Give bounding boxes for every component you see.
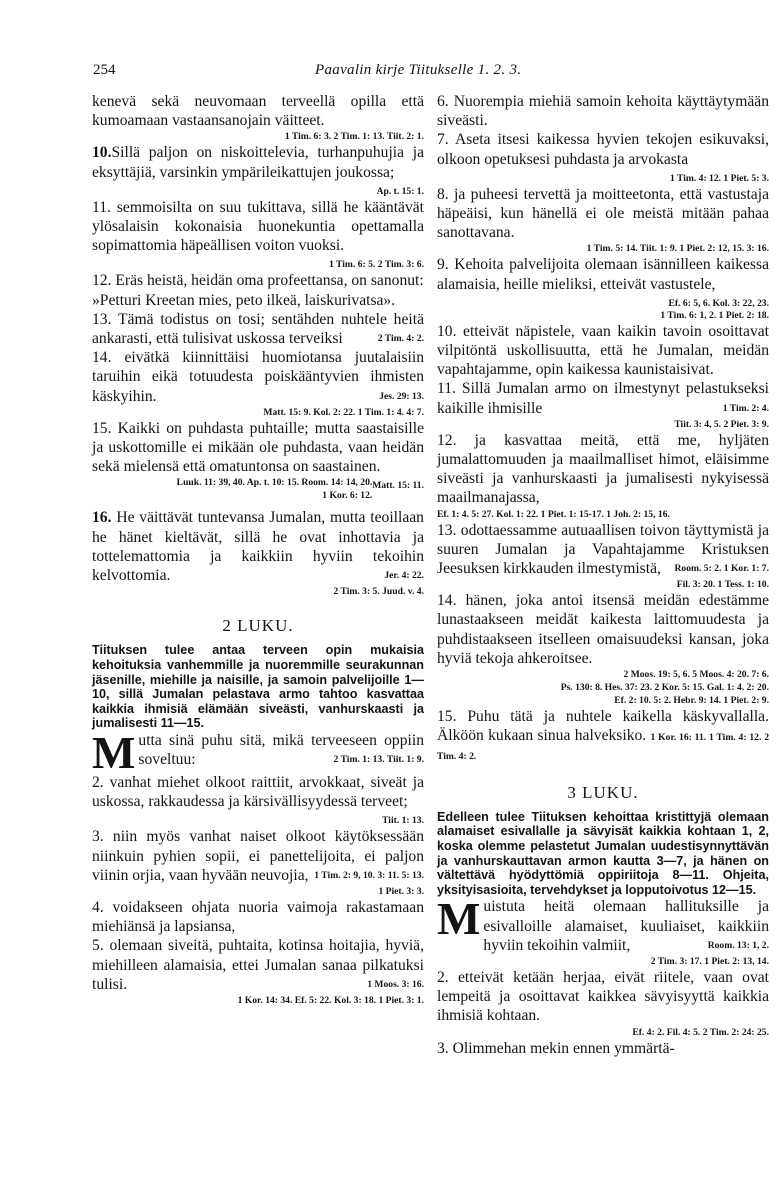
verse-3-3: 3. Olimmehan mekin ennen ymmärtä- [437, 1039, 675, 1057]
running-title: Paavalin kirje Tiitukselle 1. 2. 3. [315, 62, 522, 78]
cross-reference: 2 Tim. 3: 5. Juud. v. 4. [333, 586, 424, 598]
cross-reference: 1 Tim. 6: 3. 2 Tim. 1: 13. Tiit. 2: 1. [284, 131, 424, 143]
cross-reference: Ps. 130: 8. Hes. 37: 23. 2 Kor. 5: 15. Gal. 1: 4. 2: 20. [560, 682, 769, 694]
verse-2-15: 15. Puhu tätä ja nuhtele kaikella käskyvallalla. Älköön kukaan sinua halveksiko. 1 Kor. 16: 11. 1 Tim. 4: 12. 2 Tim. 4: 2. [437, 708, 769, 763]
cross-reference: 1 Tim. 4: 12. 1 Piet. 5: 3. [669, 172, 769, 184]
page-number: 254 [93, 62, 116, 78]
cross-reference: 2 Tim. 4: 2. [377, 333, 424, 345]
cross-reference: Ef. 2: 10. 5: 2. Hebr. 9: 14. 1 Piet. 2: 9. [614, 695, 769, 707]
chapter-2-summary: Tiituksen tulee antaa terveen opin mukaisia kehoituksia vanhemmille ja nuoremmille seurakunnan jäsenille, miehille ja naisille, ja samoin palvelijoille 1—10, sillä Jumalan pelastava armo tahtoo kasvattaa kaikkia ihmisiä elämään siveästi, vanhurskaasti ja jumalisesti 11—15. [92, 643, 424, 731]
verse-1-12: 12. Eräs heistä, heidän oma profeettansa, on sanonut: [92, 272, 424, 290]
verse-2-14: 14. hänen, joka antoi itsensä meidän edestämme lunastaakseen meidät kaikesta laittomuudesta ja puhdistaakseen itselleen omaisuudeksi kansan, joka hyviä tekoja ahkeroitsee. [437, 592, 769, 667]
verse-2-6: 6. Nuorempia miehiä samoin kehoita käyttäytymään siveästi. [437, 93, 769, 130]
cross-reference: Ef. 4: 2. Fil. 4: 5. 2 Tim. 2: 24: 25. [632, 1026, 769, 1038]
cross-reference: 1 Piet. 3: 3. [378, 886, 424, 898]
cross-reference: 1 Tim. 6: 5. 2 Tim. 3: 6. [329, 259, 424, 271]
chapter-2-heading: 2 LUKU. [222, 616, 294, 636]
cross-reference: 2 Tim. 1: 13. Tiit. 1: 9. [333, 754, 424, 766]
verse-1-11: 11. semmoisilta on suu tukittava, sillä he kääntävät ylösalaisin kokonaisia huonekuntia opettamalla sopimattomia häpeällisen voiton vuoksi. 1 Tim. 6: 5. 2 Tim. 3: 6. [92, 198, 424, 271]
cross-reference: 1 Tim. 6: 1, 2. 1 Piet. 2: 18. [660, 309, 769, 321]
verse-2-13: 13. odottaessamme autuaallisen toivon täyttymistä ja suuren Jumalan ja Vapahtajamme Kristuksen Jeesuksen kirkkauden ilmestymistä, Room. 5: 2. 1 Kor. 1: 7. [437, 521, 769, 578]
cross-reference: 1 Tim. 2: 9, 10. 3: 11. 5: 13. [314, 869, 424, 881]
cross-reference: Ap. t. 15: 1. [376, 185, 424, 197]
cross-reference: 1 Kor. 14: 34. Ef. 5: 22. Kol. 3: 18. 1 Piet. 3: 1. [237, 995, 424, 1007]
verse-2-1: Mutta sinä puhu sitä, mikä terveeseen oppiin soveltuu: 2 Tim. 1: 13. Tiit. 1: 9. [92, 727, 424, 779]
verse-2-8: 8. ja puheesi tervettä ja moitteetonta, että vastustaja häpeäisi, kun hänellä ei ole meistä mitään pahaa sanottavana. [437, 185, 769, 242]
verse-2-3: 3. niin myös vanhat naiset olkoot käytöksessään niinkuin pyhien sopii, ei panettelijoita, ei paljon viinin orjia, vaan hyvään neuvojia, 1 Tim. 2: 9, 10. 3: 11. 5: 13. [92, 828, 424, 884]
verse-1-15: 15. Kaikki on puhdasta puhtaille; mutta saastaisille ja uskottomille ei mikään ole puhdasta, vaan heidän sekä mielensä että omatuntonsa on saastainen. Matt. 15: 11. [92, 419, 424, 492]
cross-reference: Tiit. 1: 13. [382, 815, 424, 827]
cross-reference: Matt. 15: 9. Kol. 2: 22. 1 Tim. 1: 4. 4: 7. [263, 406, 424, 418]
verse-2-5: 5. olemaan siveitä, puhtaita, kotinsa hoitajia, hyviä, miehilleen alamaisia, ettei Jumalan sanaa pilkatuksi tulisi. 1 Moos. 3: 16. [92, 937, 424, 993]
cross-reference: Jer. 4: 22. [384, 570, 424, 582]
cross-reference: 1 Tim. 5: 14. Tiit. 1: 9. 1 Piet. 2: 12, 15. 3: 16. [586, 243, 769, 255]
right-column [437, 92, 769, 1058]
cross-reference: Room. 5: 2. 1 Kor. 1: 7. [674, 563, 769, 575]
verse-2-10: 10. etteivät näpistele, vaan kaikin tavoin osoittavat vilpitöntä uskollisuutta, että he Jumalan, meidän vapahtajamme, opin kaikessa kaunistaisivat. [437, 322, 769, 379]
verse-1-16: 16. He väittävät tuntevansa Jumalan, mutta teoillaan he hänet kieltävät, sillä he ovat inhottavia ja tottelemattomia ja kaikkiin hyviin tekoihin kelvottomia. Jer. 4: 22. [92, 509, 424, 585]
verse-1-10: 10.Sillä paljon on niskoittelevia, turhanpuhujia ja eksyttäjiä, varsinkin ympärileikattujen joukossa; Ap. t. 15: 1. [92, 144, 424, 197]
verse-3-1: Muistuta heitä olemaan hallituksille ja esivalloille alamaiset, kuuliaiset, kaikkiin hyviin tekoihin valmiit, Room. 13: 1, 2. [437, 893, 769, 954]
cross-reference: Ef. 6: 5, 6. Kol. 3: 22, 23. [668, 297, 769, 309]
verse-1-9: kenevä sekä neuvomaan terveellä opilla että kumoamaan vastaansanojain väitteet. [92, 93, 424, 130]
left-column [92, 92, 424, 1007]
verse-2-4: 4. voidakseen ohjata nuoria vaimoja rakastamaan miehiänsä ja lapsiansa, [92, 899, 424, 936]
cross-reference: Luuk. 11: 39, 40. Ap. t. 10: 15. Room. 14: 14, 20. [176, 477, 373, 489]
verse-2-2: 2. vanhat miehet olkoot raittiit, arvokkaat, siveät ja uskossa, rakkaudessa ja kärsivällisyydessä terveet; Tiit. 1: 13. [92, 774, 424, 827]
cross-reference: Jes. 29: 13. [379, 390, 424, 402]
verse-1-14: 14. eivätkä kiinnittäisi huomiotansa juutalaisiin taruihin eikä totuudesta poiskääntyvien ihmisten käskyihin. Jes. 29: 13. [92, 349, 424, 405]
cross-reference: 2 Moos. 19: 5, 6. 5 Moos. 4: 20. 7: 6. [623, 669, 769, 681]
chapter-3-summary: Edelleen tulee Tiituksen kehoittaa kristittyjä olemaan alamaiset esivallalle ja sävyisät kaikkia kohtaan 1, 2, koska olemme pelastetut Jumalan uudestisynnyttävän ja vanhurskauttavan armon kautta 3—7, ja hänen on vältettävä hyödyttömiä oppiriitoja 8—11. Ohjeita, yksityisasioita, tervehdykset ja lopputoivotus 12—15. [437, 809, 769, 897]
verse-2-12: 12. ja kasvattaa meitä, että me, hyljäten jumalattomuuden ja maailmalliset himot, eläisimme siveästi ja vanhurskaasti ja jumalisesti nykyisessä maailmanajassa, [437, 431, 769, 507]
drop-cap: M [92, 727, 136, 779]
drop-cap: M [437, 893, 481, 945]
page-header [93, 62, 755, 86]
verse-3-2: 2. etteivät ketään herjaa, eivät riitele, vaan ovat lempeitä ja osoittavat kaikkea sävyisyyttä kaikkia ihmisiä kohtaan. [437, 969, 769, 1025]
chapter-3-heading: 3 LUKU. [567, 782, 639, 802]
verse-2-11: 11. Sillä Jumalan armo on ilmestynyt pelastukseksi kaikille ihmisille 1 Tim. 2: 4. [437, 380, 769, 417]
cross-reference: Tiit. 3: 4, 5. 2 Piet. 3: 9. [674, 418, 769, 430]
cross-reference: 1 Kor. 16: 11. 1 Tim. 4: 12. 2 Tim. 4: 2. [437, 732, 769, 763]
verse-2-9: 9. Kehoita palvelijoita olemaan isännilleen kaikessa alamaisia, heille mieliksi, etteivät vastustele, Ef. 6: 5, 6. Kol. 3: 22, 23. [437, 256, 769, 309]
cross-reference: 2 Tim. 3: 17. 1 Piet. 2: 13, 14. [650, 956, 769, 968]
cross-reference: Fil. 3: 20. 1 Tess. 1: 10. [676, 579, 769, 591]
cross-reference: 1 Moos. 3: 16. [367, 978, 424, 990]
cross-reference: Room. 13: 1, 2. [707, 939, 769, 951]
cross-reference: Matt. 15: 11. [372, 480, 424, 492]
quote: »Petturi Kreetan mies, peto ilkeä, laiskurivatsa». [92, 291, 396, 309]
cross-reference: 1 Tim. 2: 4. [722, 402, 769, 414]
cross-reference: 1 Kor. 6: 12. [322, 490, 373, 502]
verse-2-7: 7. Aseta itsesi kaikessa hyvien tekojen esikuvaksi, olkoon opetuksesi puhdasta ja arvokasta 1 Tim. 4: 12. 1 Piet. 5: 3. [437, 131, 769, 184]
verse-1-13: 13. Tämä todistus on tosi; sentähden nuhtele heitä ankarasti, että tulisivat uskossa terveiksi 2 Tim. 4: 2. [92, 310, 424, 348]
cross-reference: Ef. 1: 4. 5: 27. Kol. 1: 22. 1 Piet. 1: 15-17. 1 Joh. 2: 15, 16. [437, 508, 670, 520]
